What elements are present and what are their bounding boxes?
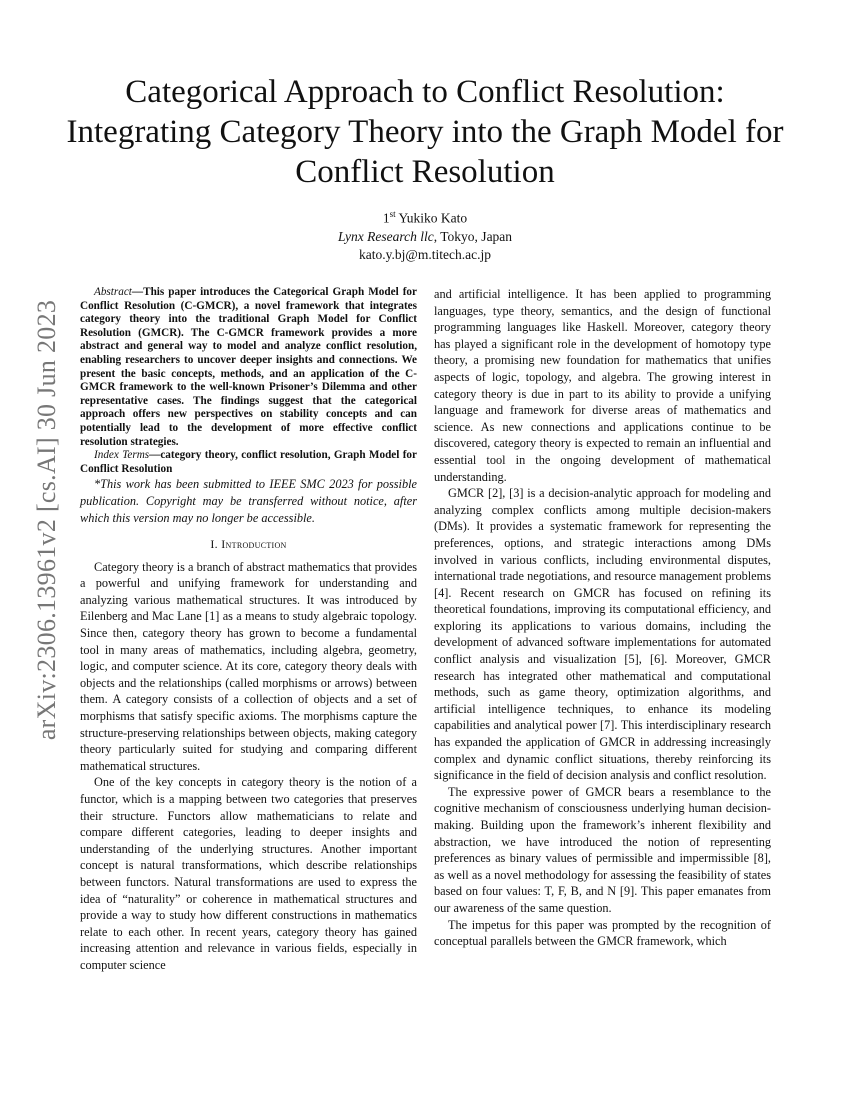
right-column	[434, 286, 771, 950]
author-number: 1	[382, 210, 390, 226]
paragraph: One of the key concepts in category theory is the notion of a functor, which is a mapping between two categories that preserves their structure. Functors allow mathematicians to relate and compare different categories, leading to deeper insights and understanding of the underlying structures. Another important concept is natural transformations, which describe relationships between functors. Natural transformations are used to express the idea of “naturality” or coherence in mathematical structures and provide a way to study how different constructions in mathematics relate to each other. In recent years, category theory has gained increasing attention and relevance in various fields, especially in computer science	[80, 775, 417, 972]
author-name: Yukiko Kato	[398, 210, 468, 226]
abstract	[80, 286, 417, 449]
author-affiliation-line	[225, 228, 625, 246]
section-heading-introduction	[80, 536, 417, 553]
index-terms	[80, 449, 417, 476]
abstract-text: This paper introduces the Categorical Graph Model for Conflict Resolution (C-GMCR), a novel framework that integrates category theory into the traditional Graph Model for Conflict Resolution (GMCR). The C-GMCR framework provides a more abstract and general way to model and analyze conflict resolution, enabling researchers to uncover deeper insights and connections. We present the basic concepts, methods, and an application of the C-GMCR framework to the well-known Prisoner’s Dilemma and other representative cases. The findings suggest that the categorical approach offers new perspectives on stability concepts and can potentially lead to the development of more effective conflict resolution strategies.	[80, 286, 417, 448]
section-numeral: I.	[210, 537, 222, 552]
author-line	[225, 205, 625, 228]
paper-title: Categorical Approach to Conflict Resolution: Integrating Category Theory into the Graph Model for Conflict Resolution	[66, 74, 784, 190]
author-ordinal: st	[389, 209, 396, 219]
paragraph: The impetus for this paper was prompted by the recognition of conceptual parallels between the GMCR framework, which	[434, 917, 771, 949]
paragraph: The expressive power of GMCR bears a resemblance to the cognitive mechanism of consciousness underlying human decision-making. Building upon the framework’s inherent flexibility and abstraction, we have introduced the notion of representing preferences as binary values of permissible and impermissible [8], as well as a novel methodology for assessing the feasibility of states based on four values: T, F, B, and N [9]. This paper emanates from our awareness of the same question.	[434, 784, 771, 915]
paragraph-continuation: and artificial intelligence. It has been applied to programming languages, type theory, semantics, and the design of functional programming languages like Haskell. Moreover, category theory has played a significant role in the development of homotopy type theory, a promising new foundation for mathematics that unifies aspects of logic, topology, and algebra. The growing interest in category theory is due in part to its ability to provide a unifying language and framework for diverse areas of mathematics and science. As new connections and applications continue to be discovered, category theory is expected to remain an influential and essential tool in the ongoing development of mathematical understanding.	[434, 287, 771, 484]
abstract-dash: —	[131, 286, 144, 298]
index-terms-dash: —	[149, 449, 161, 462]
author-email: kato.y.bj@m.titech.ac.jp	[359, 246, 491, 262]
index-terms-text: category theory, conflict resolution, Graph Model for Conflict Resolution	[80, 449, 417, 475]
arxiv-stamp-text: arXiv:2306.13961v2 [cs.AI] 30 Jun 2023	[32, 299, 61, 741]
submission-note: *This work has been submitted to IEEE SMC 2023 for possible publication. Copyright may be transferred without notice, after which this version may no longer be accessible.	[80, 477, 417, 525]
paragraph: GMCR [2], [3] is a decision-analytic approach for modeling and analyzing complex conflicts among multiple decision-makers (DMs). It provides a systematic framework for representing the preferences, options, and strategic interactions among DMs involved in various conflicts, including environmental disputes, international trade negotiations, and resource management problems [4]. Recent research on GMCR has focused on refining its theoretical foundations, improving its computational efficiency, and exploring its applications to various domains, including the development of advanced software implementations for automated conflict analysis and visualization [5], [6]. Moreover, GMCR research has integrated other mathematical and computational methods, such as game theory, optimization algorithms, and artificial intelligence techniques, to enhance its modeling capabilities and analytical power [7]. This interdisciplinary research has expanded the application of GMCR in addressing increasingly complex and dynamic conflict situations, thereby reinforcing its significance in the field of decision analysis and conflict resolution.	[434, 486, 771, 783]
abstract-label: Abstract	[94, 286, 132, 298]
paragraph: Category theory is a branch of abstract mathematics that provides a powerful and unifying framework for understanding and analyzing various mathematical structures. It was introduced by Eilenberg and Mac Lane [1] as a means to study algebraic topology. Since then, category theory has grown to become a fundamental tool in many areas of mathematics, including algebra, geometry, logic, and computer science. At its core, category theory deals with objects and the relationships (called morphisms or arrows) between them. A category consists of a collection of objects and a set of morphisms that satisfy specific axioms. The morphisms capture the structure-preserving relationships between objects, making category theory particularly suited for studying and comparing different mathematical structures.	[80, 559, 417, 773]
author-location: , Tokyo, Japan	[433, 228, 513, 244]
left-column	[80, 286, 417, 974]
author-affiliation: Lynx Research llc	[337, 228, 434, 244]
author-block	[225, 205, 625, 264]
section-title: Introduction	[221, 537, 287, 552]
index-terms-label: Index Terms	[94, 449, 150, 462]
